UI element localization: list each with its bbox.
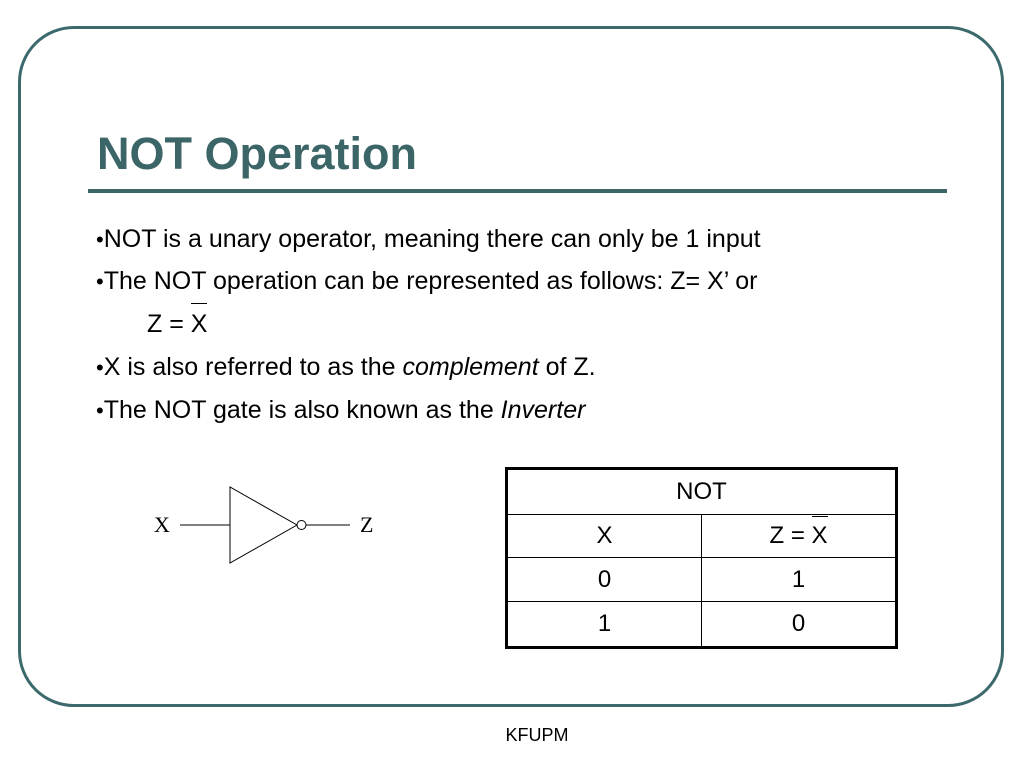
title-underline [88,189,947,193]
bullet-2-text: The NOT operation can be represented as follows: Z= X’ or [103,267,758,295]
not-gate-symbol [150,480,390,570]
table-row [507,602,897,648]
equation-z-equals-not-x [147,309,207,339]
gate-output-label: Z [360,512,374,537]
header-x-overline: X [811,521,828,549]
bullet-1 [96,224,761,255]
header-z [702,514,897,558]
table-title-row [507,469,897,515]
bullet-marker: • [96,355,104,380]
gate-triangle [230,487,297,563]
bullet-3 [96,352,596,383]
equation-lhs: Z = [147,310,191,338]
bullet-3-post: of Z. [538,353,596,381]
bullet-4 [96,395,585,426]
gate-inversion-bubble [297,521,306,530]
table-cell: 1 [507,602,702,648]
equation-x-overline: X [190,310,208,338]
header-x: X [507,514,702,558]
table-cell: 1 [702,558,897,602]
table-row [507,558,897,602]
gate-input-label: X [154,512,170,537]
bullet-4-emphasis: Inverter [500,396,586,424]
slide-footer: KFUPM [505,725,569,745]
not-truth-table [505,467,898,649]
bullet-2 [96,266,758,297]
bullet-1-text: NOT is a unary operator, meaning there can only be 1 input [103,225,761,253]
bullet-marker: • [96,227,104,252]
header-z-lhs: Z = [769,521,812,549]
table-cell: 0 [702,602,897,648]
bullet-marker: • [96,398,104,423]
not-gate-diagram [150,480,390,570]
bullet-3-pre: X is also referred to as the [103,353,403,381]
table-header-row [507,514,897,558]
bullet-3-emphasis: complement [402,353,539,381]
table-cell: 0 [507,558,702,602]
table-title: NOT [507,469,897,515]
slide-title: NOT Operation [97,128,418,179]
bullet-marker: • [96,269,104,294]
bullet-4-pre: The NOT gate is also known as the [103,396,501,424]
